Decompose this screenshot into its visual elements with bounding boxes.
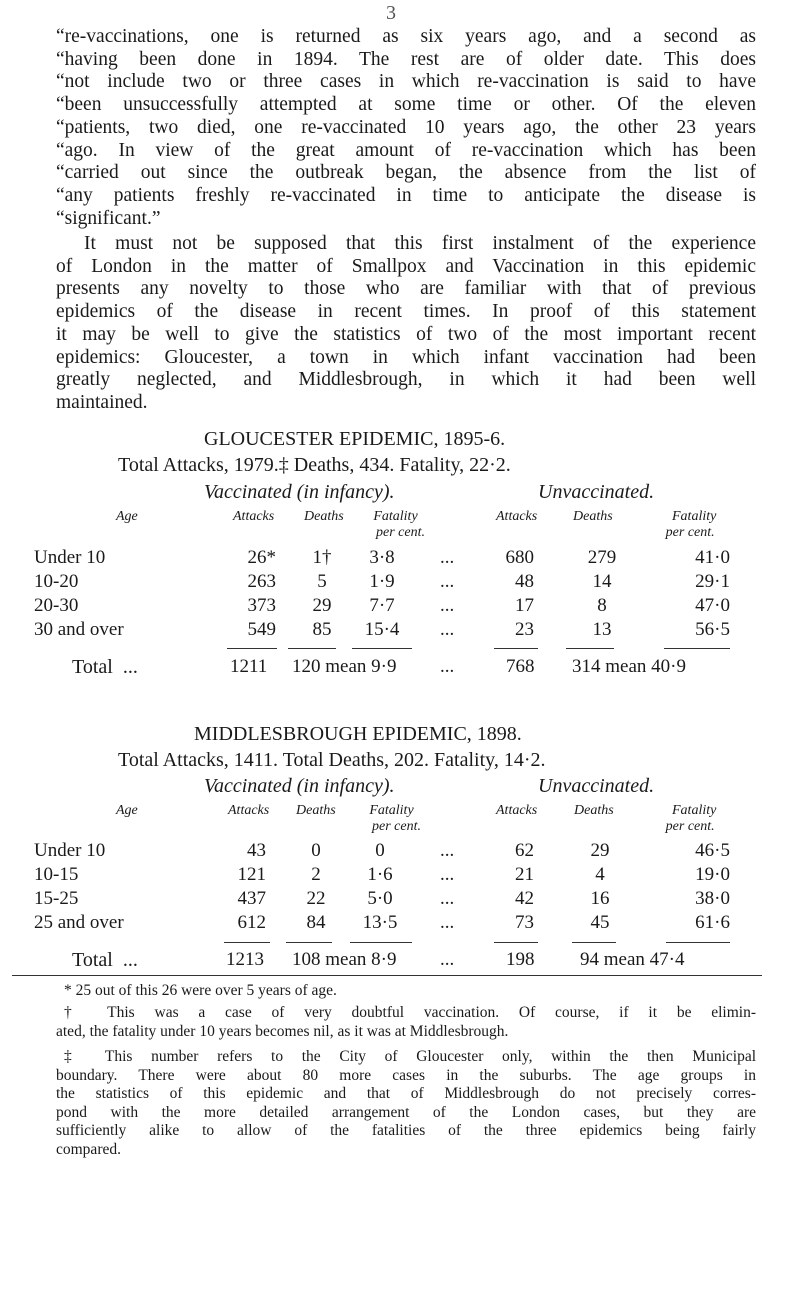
v-fatality-cell: 0 <box>375 840 385 861</box>
u-attacks-cell: 21 <box>515 864 534 885</box>
v-attacks-total: 1211 <box>230 656 268 677</box>
total-label: Total ... <box>72 949 138 971</box>
header-deaths: Deaths <box>574 803 614 818</box>
footnote-ddagger <box>56 1048 756 1159</box>
header-fatality <box>366 509 425 541</box>
age-cell: Under 10 <box>34 840 106 861</box>
u-deaths-cell: 14 <box>592 571 612 592</box>
v-fatality-cell: 1·6 <box>367 864 393 885</box>
unvaccinated-label: Unvaccinated. <box>538 775 655 797</box>
text-line: It must not be supposed that this first instalment of the experience <box>84 233 756 254</box>
page-number: 3 <box>386 2 396 24</box>
footnote-dagger <box>56 1004 756 1041</box>
header-fatality-line2: per cent. <box>665 819 715 834</box>
header-fatality <box>362 803 421 835</box>
v-attacks-cell: 549 <box>247 619 276 640</box>
v-deaths-cell: 5 <box>317 571 327 592</box>
text-line: “patients, two died, one re-vaccinated 10 years ago, the other 23 years <box>56 116 756 138</box>
v-deaths-cell: 22 <box>306 888 326 909</box>
footnote-line: † This was a case of very doubtful vaccination. Of course, if it be elimin- <box>64 1004 756 1021</box>
header-fatality-line1: Fatality <box>672 803 717 818</box>
total-rule <box>352 648 412 649</box>
vaccinated-label: Vaccinated (in infancy). <box>204 775 395 797</box>
header-fatality-line1: Fatality <box>373 509 418 524</box>
footnote-star <box>56 982 756 1001</box>
v-deaths-cell: 85 <box>312 619 332 640</box>
header-deaths: Deaths <box>573 509 613 524</box>
u-deaths-cell: 29 <box>590 840 610 861</box>
ellipsis: ... <box>440 888 455 909</box>
header-fatality-line2: per cent. <box>376 525 425 540</box>
text-line: “any patients freshly re-vaccinated in time to anticipate the disease is <box>56 184 756 206</box>
footnote-line: * 25 out of this 26 were over 5 years of age. <box>64 982 337 999</box>
u-fatality-cell: 56·5 <box>695 619 730 640</box>
ellipsis: ... <box>440 949 455 970</box>
u-deaths-cell: 4 <box>595 864 605 885</box>
footnote-rule <box>12 975 762 976</box>
ellipsis: ... <box>440 547 455 568</box>
total-rule <box>566 648 614 649</box>
header-attacks: Attacks <box>228 803 270 818</box>
table-title: MIDDLESBROUGH EPIDEMIC, 1898. <box>194 723 522 745</box>
footnote-line: ated, the fatality under 10 years becomes nil, as it was at Middlesbrough. <box>56 1022 509 1040</box>
v-attacks-cell: 612 <box>237 912 266 933</box>
v-deaths-mean: 108 mean 8·9 <box>292 949 397 970</box>
v-attacks-cell: 263 <box>247 571 276 592</box>
footnote-line: compared. <box>56 1140 121 1158</box>
total-label: Total ... <box>72 656 138 678</box>
total-rule <box>224 942 270 943</box>
u-attacks-cell: 62 <box>515 840 534 861</box>
ellipsis: ... <box>440 595 455 616</box>
text-line: “significant.” <box>56 207 161 229</box>
footnote-line: sufficiently alike to allow of the fatalities of the three epidemics being fairly <box>56 1122 756 1139</box>
total-rule <box>288 648 336 649</box>
text-line: “been unsuccessfully attempted at some time or other. Of the eleven <box>56 94 756 116</box>
v-deaths-mean: 120 mean 9·9 <box>292 656 397 677</box>
header-fatality <box>665 803 717 835</box>
header-age: Age <box>116 803 138 818</box>
text-line: greatly neglected, and Middlesbrough, in which it had been well <box>56 369 756 391</box>
u-attacks-total: 768 <box>506 656 535 677</box>
total-rule <box>572 942 616 943</box>
text-line: “not include two or three cases in which re-vaccination is said to have <box>56 71 756 93</box>
total-rule <box>664 648 730 649</box>
header-deaths: Deaths <box>304 509 344 524</box>
v-fatality-cell: 3·8 <box>369 547 395 568</box>
table-summary: Total Attacks, 1979.‡ Deaths, 434. Fatality, 22·2. <box>118 454 511 476</box>
u-attacks-cell: 42 <box>515 888 534 909</box>
v-deaths-cell: 84 <box>306 912 326 933</box>
text-line: “having been done in 1894. The rest are of older date. This does <box>56 48 756 70</box>
v-deaths-cell: 0 <box>311 840 321 861</box>
table-title: GLOUCESTER EPIDEMIC, 1895-6. <box>204 428 506 450</box>
text-line: maintained. <box>56 391 148 413</box>
ellipsis: ... <box>440 864 455 885</box>
ellipsis: ... <box>440 619 455 640</box>
age-cell: 20-30 <box>34 595 79 616</box>
u-deaths-cell: 279 <box>587 547 617 568</box>
age-cell: 30 and over <box>34 619 124 640</box>
v-fatality-cell: 13·5 <box>362 912 398 933</box>
text-line: “ago. In view of the great amount of re-vaccination which has been <box>56 139 756 161</box>
ellipsis: ... <box>440 656 455 677</box>
total-rule <box>494 648 538 649</box>
unvaccinated-label: Unvaccinated. <box>538 481 655 503</box>
u-deaths-mean: 94 mean 47·4 <box>580 949 685 970</box>
v-deaths-cell: 29 <box>312 595 332 616</box>
u-deaths-cell: 8 <box>597 595 607 616</box>
header-attacks: Attacks <box>496 803 538 818</box>
u-deaths-cell: 13 <box>592 619 612 640</box>
v-deaths-cell: 1† <box>312 547 332 568</box>
u-fatality-cell: 29·1 <box>695 571 730 592</box>
quoted-paragraph <box>56 26 756 230</box>
u-attacks-cell: 73 <box>515 912 534 933</box>
text-line: epidemics: Gloucester, a town in which infant vaccination had been <box>56 346 756 368</box>
v-fatality-cell: 7·7 <box>369 595 395 616</box>
header-fatality-line2: per cent. <box>665 525 715 540</box>
u-deaths-mean: 314 mean 40·9 <box>572 656 686 677</box>
body-paragraph <box>56 233 756 415</box>
text-line: epidemics of the disease in recent times. In proof of this statement <box>56 301 756 323</box>
total-rule <box>227 648 277 649</box>
u-deaths-cell: 45 <box>590 912 610 933</box>
age-cell: 15-25 <box>34 888 79 909</box>
header-attacks: Attacks <box>233 509 275 524</box>
footnote-line: pond with the more detailed arrangement of the London cases, but they are <box>56 1103 756 1121</box>
header-fatality-line1: Fatality <box>369 803 414 818</box>
u-fatality-cell: 46·5 <box>695 840 730 861</box>
header-fatality-line1: Fatality <box>672 509 717 524</box>
text-line: it may be well to give the statistics of two of the most important recent <box>56 323 756 345</box>
v-attacks-cell: 26* <box>247 547 276 568</box>
text-line: “carried out since the outbreak began, the absence from the list of <box>56 162 756 184</box>
age-cell: 10-20 <box>34 571 79 592</box>
u-attacks-total: 198 <box>506 949 535 970</box>
u-fatality-cell: 61·6 <box>695 912 730 933</box>
age-cell: 10-15 <box>34 864 79 885</box>
header-deaths: Deaths <box>296 803 336 818</box>
v-deaths-cell: 2 <box>311 864 321 885</box>
u-deaths-cell: 16 <box>590 888 610 909</box>
header-attacks: Attacks <box>496 509 538 524</box>
u-attacks-cell: 23 <box>515 619 534 640</box>
age-cell: 25 and over <box>34 912 124 933</box>
text-line: presents any novelty to those who are familiar with that of previous <box>56 278 756 300</box>
u-fatality-cell: 47·0 <box>695 595 730 616</box>
footnote-line: the statistics of this epidemic and that of Middlesbrough do not precisely corres- <box>56 1085 756 1102</box>
u-fatality-cell: 41·0 <box>695 547 730 568</box>
u-fatality-cell: 19·0 <box>695 864 730 885</box>
ellipsis: ... <box>440 912 455 933</box>
v-fatality-cell: 1·9 <box>369 571 395 592</box>
total-label-text: Total <box>72 656 113 678</box>
v-attacks-cell: 373 <box>247 595 276 616</box>
text-line: of London in the matter of Smallpox and Vaccination in this epidemic <box>56 255 756 277</box>
vaccinated-label: Vaccinated (in infancy). <box>204 481 395 503</box>
header-age: Age <box>116 509 138 524</box>
text-line: “re-vaccinations, one is returned as six years ago, and a second as <box>56 26 756 47</box>
header-fatality <box>665 509 717 541</box>
total-label-text: Total <box>72 949 113 971</box>
footnote-line: boundary. There were about 80 more cases in the suburbs. The age groups in <box>56 1066 756 1084</box>
ellipsis: ... <box>440 571 455 592</box>
table-summary: Total Attacks, 1411. Total Deaths, 202. Fatality, 14·2. <box>118 749 546 771</box>
total-rule <box>286 942 332 943</box>
total-rule <box>350 942 412 943</box>
u-attacks-cell: 17 <box>515 595 534 616</box>
v-attacks-cell: 43 <box>247 840 266 861</box>
ellipsis: ... <box>440 840 455 861</box>
age-cell: Under 10 <box>34 547 106 568</box>
v-attacks-cell: 121 <box>237 864 266 885</box>
u-attacks-cell: 680 <box>505 547 534 568</box>
footnote-line: ‡ This number refers to the City of Gloucester only, within the then Municipal <box>64 1048 756 1065</box>
u-fatality-cell: 38·0 <box>695 888 730 909</box>
v-attacks-total: 1213 <box>226 949 264 970</box>
u-attacks-cell: 48 <box>515 571 534 592</box>
total-rule <box>666 942 730 943</box>
header-fatality-line2: per cent. <box>372 819 421 834</box>
v-fatality-cell: 5·0 <box>367 888 393 909</box>
v-attacks-cell: 437 <box>237 888 266 909</box>
v-fatality-cell: 15·4 <box>364 619 400 640</box>
total-rule <box>494 942 538 943</box>
